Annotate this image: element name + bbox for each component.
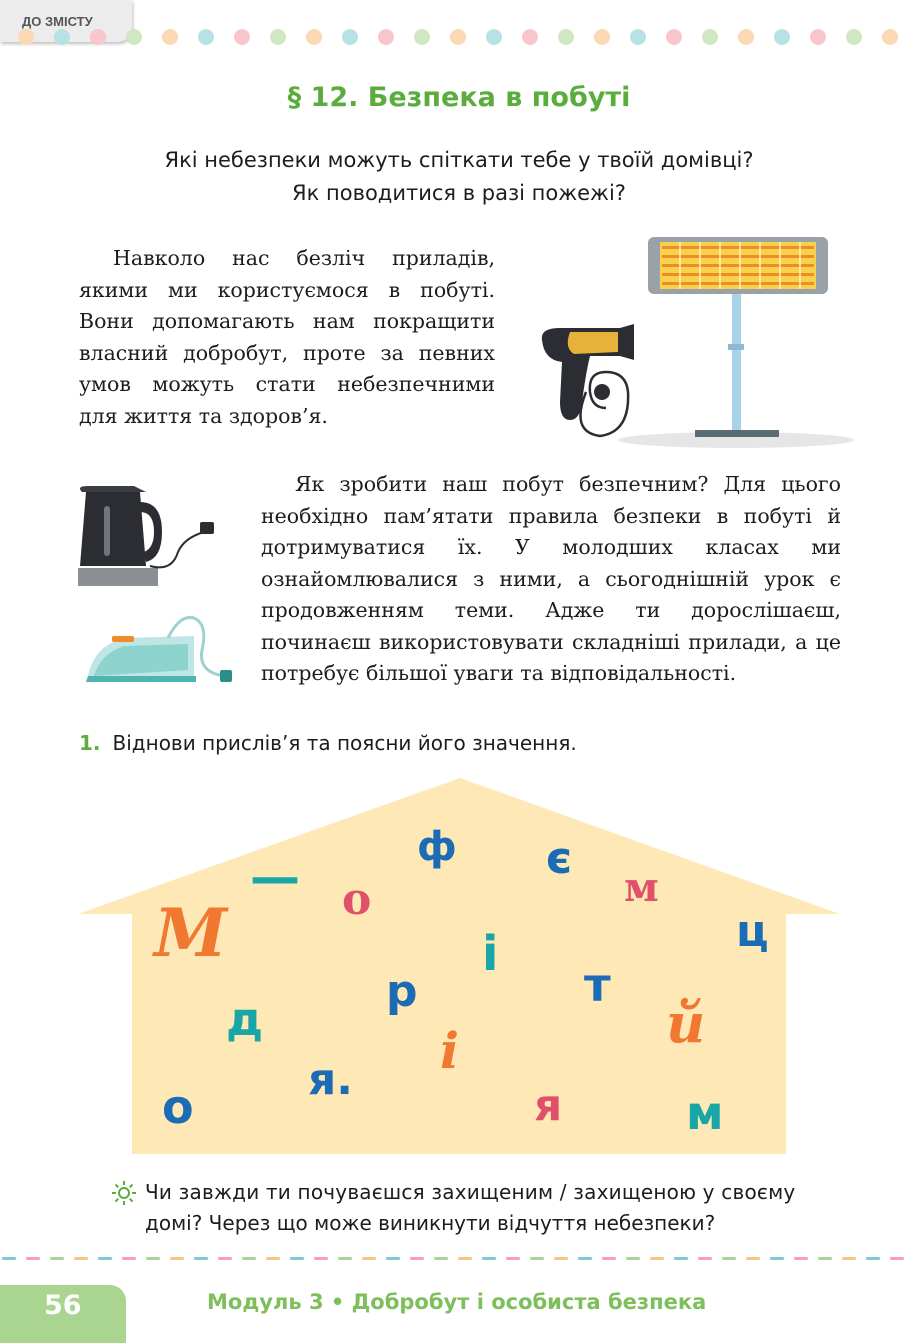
decorative-dot — [54, 29, 70, 45]
house-letter: ц — [736, 906, 769, 957]
heater-hairdryer-illustration — [530, 232, 860, 450]
divider-dash — [770, 1257, 784, 1260]
decorative-dot — [198, 29, 214, 45]
divider-dash — [314, 1257, 328, 1260]
divider-dash — [242, 1257, 256, 1260]
decorative-dot — [378, 29, 394, 45]
intro-paragraph: Навколо нас безліч приладів, якими ми користуємося в побуті. Вони допомагають нам покращити власний добробут, проте за певних умов можуть стати небезпечними для життя та здоров’я. — [79, 246, 495, 428]
divider-dash — [842, 1257, 856, 1260]
divider-dash — [218, 1257, 232, 1260]
house-letter: о — [162, 1080, 194, 1134]
house-letter: я. — [308, 1054, 353, 1105]
divider-dash — [458, 1257, 472, 1260]
divider-dash — [290, 1257, 304, 1260]
house-letter: — — [250, 848, 300, 906]
divider-dash — [890, 1257, 904, 1260]
divider-dash — [26, 1257, 40, 1260]
question-1: Які небезпеки можуть спіткати тебе у твоїй домівці? — [164, 148, 754, 172]
divider-dash — [338, 1257, 352, 1260]
divider-dash — [530, 1257, 544, 1260]
divider-dash — [866, 1257, 880, 1260]
decorative-dot — [126, 29, 142, 45]
decorative-dot — [270, 29, 286, 45]
divider-dash — [98, 1257, 112, 1260]
section-title: § 12. Безпека в побуті — [287, 82, 631, 113]
divider-dash — [362, 1257, 376, 1260]
house-letter: м — [686, 1086, 724, 1140]
decorative-dot — [846, 29, 862, 45]
divider-dash — [626, 1257, 640, 1260]
divider-dash — [2, 1257, 16, 1260]
decorative-dot — [342, 29, 358, 45]
reflection-question — [112, 1177, 842, 1239]
divider-dash — [554, 1257, 568, 1260]
hair-dryer — [542, 324, 634, 436]
divider-dash — [146, 1257, 160, 1260]
decorative-dot — [882, 29, 898, 45]
divider-dash — [482, 1257, 496, 1260]
house-letter: М — [154, 894, 228, 972]
reflection-line-1: Чи завжди ти почуваєшся захищеним / захищеною у своєму — [145, 1180, 796, 1204]
divider-dash — [434, 1257, 448, 1260]
decorative-dot — [450, 29, 466, 45]
lesson-questions — [0, 144, 918, 210]
house-letter: і — [482, 926, 499, 982]
house-letter: і — [440, 1021, 459, 1080]
module-title: Модуль 3 • Добробут і особиста безпека — [207, 1290, 707, 1314]
divider-dash — [674, 1257, 688, 1260]
decorative-dot — [306, 29, 322, 45]
divider-dash — [410, 1257, 424, 1260]
decorative-dot — [630, 29, 646, 45]
divider-dash — [506, 1257, 520, 1260]
decorative-dot — [774, 29, 790, 45]
divider-dash — [266, 1257, 280, 1260]
decorative-dot — [234, 29, 250, 45]
house-letter: о — [342, 874, 372, 925]
decorative-dot — [90, 29, 106, 45]
divider-dash — [602, 1257, 616, 1260]
divider-dash — [698, 1257, 712, 1260]
decorative-dot — [810, 29, 826, 45]
decorative-dot — [738, 29, 754, 45]
house-letter: т — [584, 958, 611, 1012]
task-number: 1. — [79, 731, 101, 755]
divider-dash — [386, 1257, 400, 1260]
kettle-illustration — [76, 482, 216, 590]
divider-dash — [194, 1257, 208, 1260]
decorative-dot — [414, 29, 430, 45]
divider-dash — [818, 1257, 832, 1260]
decorative-dot — [702, 29, 718, 45]
house-letter: ф — [417, 824, 457, 870]
page-number: 56 — [0, 1285, 126, 1343]
divider-dash — [722, 1257, 736, 1260]
decorative-dot — [162, 29, 178, 45]
divider-dash — [74, 1257, 88, 1260]
house-letter: м — [624, 864, 659, 911]
task-1 — [79, 731, 879, 755]
house-letter: я — [534, 1080, 563, 1131]
house-letter: й — [666, 991, 706, 1055]
divider-dash — [170, 1257, 184, 1260]
decorative-dot — [18, 29, 34, 45]
reflection-line-2: домі? Через що може виникнути відчуття небезпеки? — [145, 1211, 716, 1235]
decorative-dot — [558, 29, 574, 45]
decorative-dot — [522, 29, 538, 45]
divider-dash — [578, 1257, 592, 1260]
divider-dash — [50, 1257, 64, 1260]
decorative-dot — [486, 29, 502, 45]
sun-icon — [112, 1181, 136, 1205]
iron-illustration — [84, 610, 244, 690]
divider-dash — [746, 1257, 760, 1260]
divider-dash — [650, 1257, 664, 1260]
divider-dash — [794, 1257, 808, 1260]
house-letter: р — [386, 966, 418, 1017]
divider-dash — [122, 1257, 136, 1260]
decorative-dot — [594, 29, 610, 45]
main-paragraph: Як зробити наш побут безпечним? Для цього необхідно пам’ятати правила безпеки в побуті й дотримуватися їх. У молодших класах ми ознайомлювалися з ними, а сьогоднішній урок є продовженням теми. Адже ти дорослішаєш, починаєш використовувати складніші прилади, а це потребує більшої уваги та відповідальності. — [261, 472, 841, 685]
decorative-dot — [666, 29, 682, 45]
task-text: Віднови прислів’я та поясни його значення. — [112, 731, 577, 755]
toc-button[interactable]: ДО ЗМІСТУ — [0, 0, 132, 42]
question-2: Як поводитися в разі пожежі? — [292, 181, 626, 205]
house-letter: є — [546, 833, 573, 884]
house-letter: д — [226, 992, 264, 1046]
